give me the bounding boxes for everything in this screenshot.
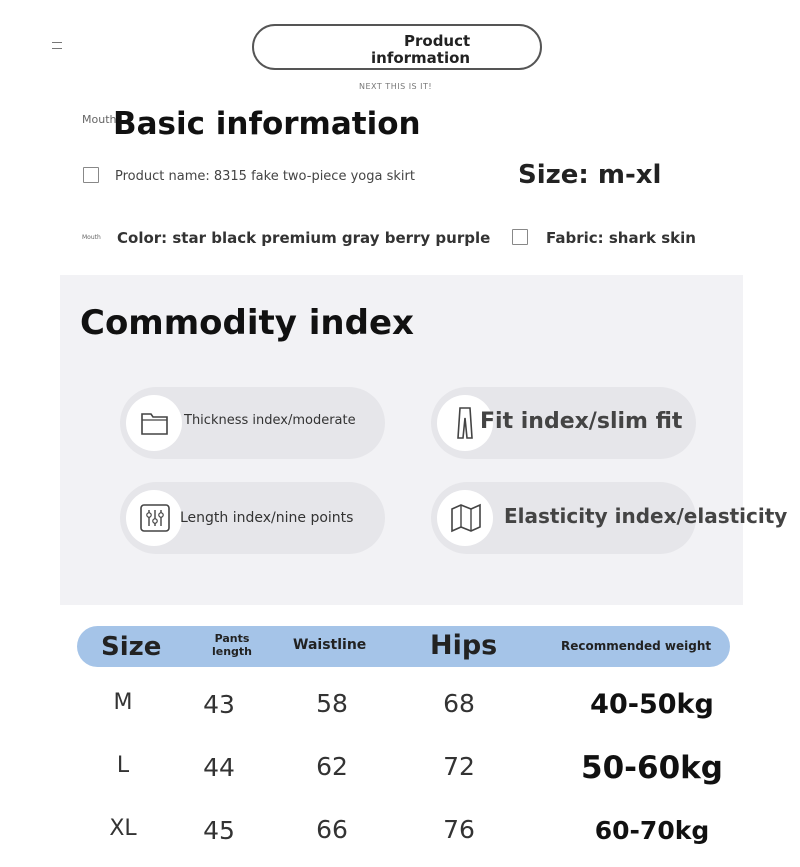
header-subtitle: NEXT THIS IS IT! — [359, 82, 433, 91]
fabric-checkbox[interactable] — [512, 229, 528, 245]
row-waistline: 66 — [316, 815, 348, 844]
row-pants-length: 43 — [203, 690, 235, 719]
row-size: L — [116, 753, 130, 778]
header-title-line2: information — [371, 49, 471, 67]
product-name-checkbox[interactable] — [83, 167, 99, 183]
row-pants-length: 44 — [203, 753, 235, 782]
header-size: Size — [101, 632, 162, 662]
row-pants-length: 45 — [203, 816, 235, 845]
length-index-pill — [120, 482, 385, 554]
row-size: XL — [109, 816, 137, 841]
row-weight: 50-60kg — [581, 750, 723, 786]
fabric-info: Fabric: shark skin — [546, 229, 696, 247]
row-size: M — [113, 690, 133, 715]
header-waistline: Waistline — [293, 637, 367, 653]
size-range: Size: m-xl — [518, 160, 662, 190]
menu-icon[interactable] — [52, 42, 62, 54]
row-hips: 72 — [443, 752, 475, 781]
row-hips: 76 — [443, 815, 475, 844]
product-name: Product name: 8315 fake two-piece yoga skirt — [115, 169, 415, 184]
product-information-badge — [252, 24, 542, 70]
elasticity-index-label: Elasticity index/elasticity — [504, 504, 788, 528]
commodity-index-title: Commodity index — [80, 303, 414, 343]
header-title-line1: Product — [404, 32, 471, 50]
thickness-index-pill — [120, 387, 385, 459]
thickness-index-label: Thickness index/moderate — [184, 413, 356, 428]
small-mark: Mouth — [82, 113, 117, 126]
elasticity-index-pill — [431, 482, 788, 554]
color-mark: Mouth — [82, 234, 101, 241]
fit-index-label: Fit index/slim fit — [480, 409, 683, 434]
sliders-icon — [126, 490, 182, 546]
header-hips: Hips — [430, 630, 498, 661]
header-pants-length-line1: Pants — [214, 632, 250, 645]
row-hips: 68 — [443, 689, 475, 718]
length-index-label: Length index/nine points — [180, 510, 354, 526]
color-info: Color: star black premium gray berry purple — [117, 229, 491, 247]
row-weight: 60-70kg — [594, 816, 710, 845]
header-pants-length — [211, 632, 253, 658]
header-recommended-weight: Recommended weight — [561, 639, 712, 653]
row-waistline: 62 — [316, 752, 348, 781]
folder-icon — [126, 395, 182, 451]
fit-index-pill — [431, 387, 696, 459]
size-table-header — [77, 626, 730, 667]
basic-information-title: Basic information — [113, 106, 421, 142]
row-weight: 40-50kg — [590, 689, 714, 720]
row-waistline: 58 — [316, 689, 348, 718]
folded-map-icon — [437, 490, 493, 546]
header-pants-length-line2: length — [211, 645, 253, 658]
